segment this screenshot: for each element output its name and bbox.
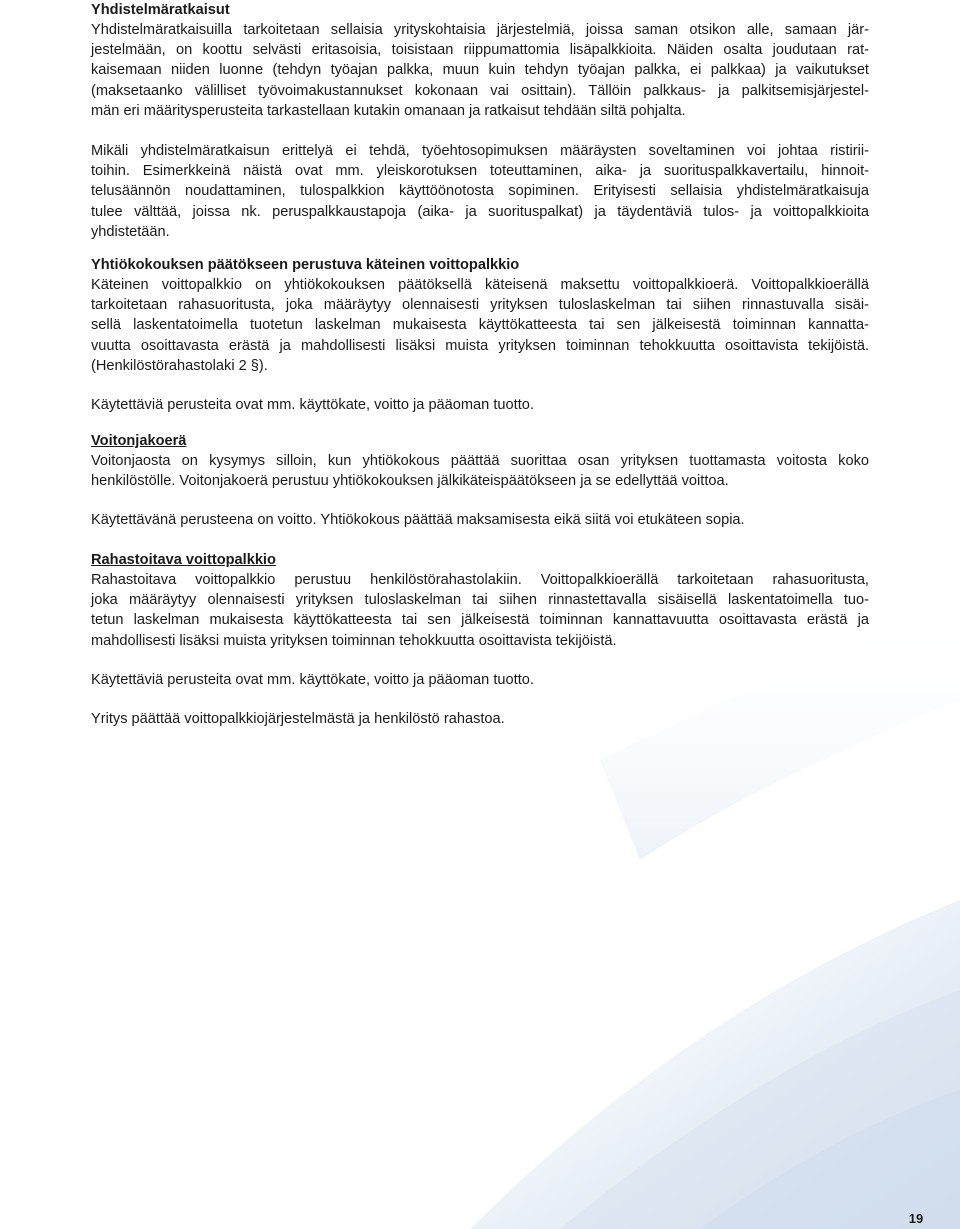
text-line: telusäännön noudattaminen, tulospalkkion käyttöönotosta sopiminen. Erityisesti sellaisia yhdistelmäratkaisuja (91, 183, 869, 200)
text-line: (maksetaanko välilliset työvoimakustannukset kokonaan vai osittain). Tällöin palkkaus- ja palkitsemisjärjestel- (91, 82, 869, 99)
section-title: Yhtiökokouksen päätökseen perustuva käteinen voittopalkkio (91, 257, 520, 273)
section-title: Yhdistelmäratkaisut (91, 2, 230, 18)
page-number: 19 (908, 1211, 924, 1226)
text-line: jestelmään, on koottu selvästi eritasoisia, toisistaan riippumattomia lisäpalkkioita. Näiden osalta joudutaan rat- (91, 42, 869, 59)
section-yhdistelmaratkaisut (91, 0, 869, 242)
section-title: Rahastoitava voittopalkkio (91, 552, 276, 568)
text-line: Käteinen voittopalkkio on yhtiökokouksen päätöksellä käteisenä maksettu voittopalkkioerä. Voittopalkkioerällä (91, 277, 869, 293)
text-line: vuutta osoittavasta erästä ja mahdollisesti lisäksi muista yrityksen toiminnan tehokkuutta osoittavista tekijöistä. (91, 337, 869, 354)
paragraph: Käytettävänä perusteena on voitto. Yhtiökokous päättää maksamisesta eikä siitä voi etukäteen sopia. (91, 512, 745, 529)
paragraph: Käytettäviä perusteita ovat mm. käyttökate, voitto ja pääoman tuotto. (91, 671, 534, 688)
text-line: henkilöstölle. Voitonjakoerä perustuu yhtiökokouksen jälkikäteispäätökseen ja se edellyttää voittoa. (91, 473, 729, 490)
section-voitonjakoera (91, 431, 869, 531)
section-rahastoitava-voittopalkkio (91, 550, 869, 729)
text-line: mahdollisesti lisäksi muista yrityksen toiminnan tehokkuutta osoittavista tekijöistä. (91, 632, 617, 649)
paragraph (91, 141, 869, 242)
text-line: sellä laskentatoimella tuotetun laskelman mukaisesta käyttökatteesta tai sen jälkeisestä toiminnan kannatta- (91, 317, 869, 334)
text-line: tetun laskelman mukaisesta käyttökatteesta tai sen jälkeisestä toiminnan kannattavuutta osoittavasta erästä ja (91, 612, 869, 629)
paragraph (91, 275, 869, 376)
paragraph (91, 20, 869, 121)
text-line: tulee välttää, joissa nk. peruspalkkaustapoja (aika- ja suorituspalkat) ja täydentäviä tulos- ja voittopalkkioita (91, 203, 869, 220)
text-line: kaisemaan niiden luonne (tehdyn työajan palkka, muun kuin tehdyn työajan palkka, ei palkkaa) ja vaikutukset (91, 62, 869, 79)
section-kateinen-voittopalkkio (91, 255, 869, 415)
paragraph (91, 451, 869, 491)
paragraph: Yritys päättää voittopalkkiojärjestelmästä ja henkilöstö rahastoa. (91, 710, 505, 727)
text-line: toihin. Esimerkkeinä näistä ovat mm. yleiskorotuksen toteuttaminen, aika- ja suorituspalkkavertailu, hinnoit- (91, 163, 869, 180)
text-line: yhdistetään. (91, 223, 170, 240)
text-line: joka määräytyy olennaisesti yrityksen tuloslaskelman tai siihen rinnastettavalla sisäisellä laskentatoimella tuo- (91, 592, 869, 609)
section-title: Voitonjakoerä (91, 433, 187, 449)
text-line: Mikäli yhdistelmäratkaisun erittelyä ei tehdä, työehtosopimuksen määräysten soveltaminen voi johtaa ristirii- (91, 142, 869, 159)
text-line: Voitonjaosta on kysymys silloin, kun yhtiökokous päättää suorittaa osan yrityksen tuottamasta voitosta koko (91, 453, 869, 469)
text-line: män eri määritysperusteita tarkastellaan kutakin omanaan ja ratkaisut tehdään siltä pohjalta. (91, 102, 686, 119)
paragraph: Käytettäviä perusteita ovat mm. käyttökate, voitto ja pääoman tuotto. (91, 396, 534, 413)
text-line: (Henkilöstörahastolaki 2 §). (91, 357, 268, 374)
text-line: Rahastoitava voittopalkkio perustuu henkilöstörahastolakiin. Voittopalkkioerällä tarkoitetaan rahasuoritusta, (91, 572, 869, 588)
text-line: tarkoitetaan rahasuoritusta, joka määräytyy olennaisesti yrityksen tuloslaskelman tai siihen rinnastuvalla sisäi- (91, 297, 869, 314)
paragraph (91, 570, 869, 651)
text-line: Yhdistelmäratkaisuilla tarkoitetaan sellaisia yrityskohtaisia järjestelmiä, joissa saman otsikon alle, samaan jär- (91, 22, 869, 38)
